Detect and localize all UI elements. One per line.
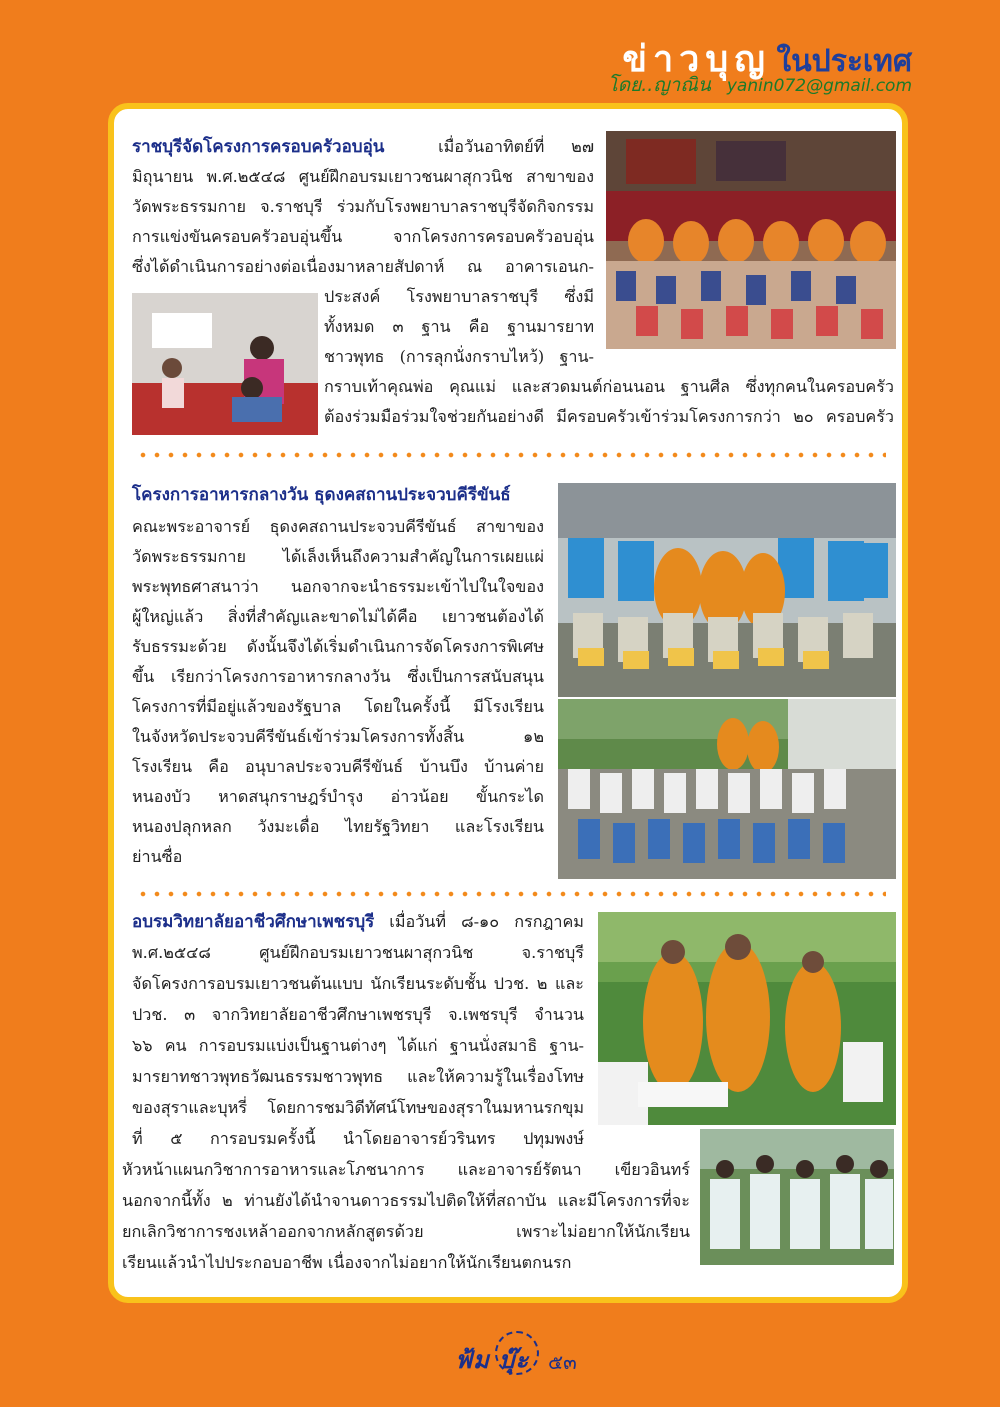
article3-line: ปวช. ๓ จากวิทยาลัยอาชีวศึกษาเพชรบุรี จ.เพชรบุรี จำนวน bbox=[132, 1005, 584, 1024]
article3-line: มารยาทชาวพุทธวัฒนธรรมชาวพุทธ และให้ความรู้ในเรื่องโทษ bbox=[132, 1067, 584, 1086]
article3-line: จัดโครงการอบรมเยาวชนต้นแบบ นักเรียนระดับชั้น ปวช. ๒ และ bbox=[132, 974, 584, 993]
monks-students-photo bbox=[558, 483, 896, 697]
article1-line: การแข่งขันครอบครัวอบอุ่นขึ้น จากโครงการครอบครัวอบอุ่น bbox=[132, 227, 594, 246]
article3-line: นอกจากนี้ทั้ง ๒ ท่านยังได้นำจานดาวธรรมไปติดให้ที่สถาบัน และมีโครงการที่จะ bbox=[122, 1191, 690, 1210]
article2-line: โครงการที่มีอยู่แล้วของรัฐบาล โดยในครั้งนี้ มีโรงเรียน bbox=[132, 697, 544, 716]
page-number: ๕๓ bbox=[548, 1350, 577, 1374]
article2-line: หนองปลุกหลก วังมะเดื่อ ไทยรัฐวิทยา และโรงเรียน bbox=[132, 817, 544, 836]
article2-line: คณะพระอาจารย์ ธุดงคสถานประจวบคีรีขันธ์ สาขาของ bbox=[132, 517, 544, 536]
article3-line: ของสุราและบุหรี่ โดยการชมวิดีทัศน์โทษของสุราในมหานรกขุม bbox=[132, 1098, 584, 1117]
byline bbox=[608, 70, 912, 100]
students-teacher-photo bbox=[700, 1129, 894, 1265]
article1-headline: ราชบุรีจัดโครงการครอบครัวอบอุ่น bbox=[132, 137, 385, 157]
parent-child-photo bbox=[132, 293, 318, 435]
author-email: yanin072@gmail.com bbox=[726, 76, 912, 96]
article3-line: ๖๖ คน การอบรมแบ่งเป็นฐานต่างๆ ได้แก่ ฐานนั่งสมาธิ ฐาน- bbox=[132, 1036, 584, 1055]
school-group-photo bbox=[558, 699, 896, 879]
article3-line: อบรมวิทยาลัยอาชีวศึกษาเพชรบุรี เมื่อวันที่ ๘-๑๐ กรกฎาคม bbox=[132, 912, 584, 932]
article2-line: พระพุทธศาสนาว่า นอกจากจะนำธรรมะเข้าไปในใจของ bbox=[132, 577, 544, 596]
family-group-photo bbox=[606, 131, 896, 349]
article1-line: กราบเท้าคุณพ่อ คุณแม่ และสวดมนต์ก่อนนอน ฐานศีล ซึ่งทุกคนในครอบครัว bbox=[324, 377, 894, 396]
article2-line: โรงเรียน คือ อนุบาลประจวบคีรีขันธ์ บ้านบึง บ้านค่าย bbox=[132, 757, 544, 776]
article1-line: ซึ่งได้ดำเนินการอย่างต่อเนื่องมาหลายสัปดาห์ ณ อาคารเอนก- bbox=[132, 257, 594, 276]
article2-line: ขึ้น เรียกว่าโครงการอาหารกลางวัน ซึ่งเป็นการสนับสนุน bbox=[132, 667, 544, 686]
article2-line: วัดพระธรรมกาย ได้เล็งเห็นถึงความสำคัญในการเผยแผ่ bbox=[132, 547, 544, 566]
monks-alms-photo bbox=[598, 912, 896, 1125]
section-title-sub: ในประเทศ bbox=[776, 44, 912, 79]
magazine-logo: ฟ้ม บุ๊ะ bbox=[455, 1346, 530, 1374]
section-title-main: ข่าวบุญ bbox=[622, 39, 771, 80]
article1-line: ราชบุรีจัดโครงการครอบครัวอบอุ่น เมื่อวันอาทิตย์ที่ ๒๗ bbox=[132, 137, 594, 157]
article2-line: หนองบัว หาดสนุกราษฎร์บำรุง อ่าวน้อย ขั้นกระได bbox=[132, 787, 544, 806]
article2-headline: โครงการอาหารกลางวัน ธุดงคสถานประจวบคีรีขันธ์ bbox=[132, 485, 511, 505]
article3-line: เรียนแล้วนำไปประกอบอาชีพ เนื่องจากไม่อยากให้นักเรียนตกนรก bbox=[122, 1253, 572, 1272]
article1-line: มิถุนายน พ.ศ.๒๕๔๘ ศูนย์ฝึกอบรมเยาวชนผาสุกวนิช สาขาของ bbox=[132, 167, 594, 186]
article3-headline: อบรมวิทยาลัยอาชีวศึกษาเพชรบุรี bbox=[132, 912, 375, 932]
article3-line: ที่ ๕ การอบรมครั้งนี้ นำโดยอาจารย์วรินทร ปทุมพงษ์ bbox=[132, 1129, 584, 1148]
section-divider bbox=[136, 891, 886, 897]
article1-line: ต้องร่วมมือร่วมใจช่วยกันอย่างดี มีครอบครัวเข้าร่วมโครงการกว่า ๒๐ ครอบครัว bbox=[324, 407, 894, 426]
article3-line: พ.ศ.๒๕๔๘ ศูนย์ฝึกอบรมเยาวชนผาสุกวนิช จ.ราชบุรี bbox=[132, 943, 584, 962]
section-divider bbox=[136, 452, 886, 458]
article2-line: ย่านซื่อ bbox=[132, 847, 183, 866]
article2-line: ในจังหวัดประจวบคีรีขันธ์เข้าร่วมโครงการทั้งสิ้น ๑๒ bbox=[132, 727, 544, 746]
content-panel bbox=[108, 103, 908, 1303]
article1-line: ทั้งหมด ๓ ฐาน คือ ฐานมารยาท bbox=[324, 317, 594, 336]
article1-line: ชาวพุทธ (การลุกนั่งกราบไหว้) ฐาน- bbox=[324, 347, 594, 366]
author: โดย..ญาณิน bbox=[607, 74, 711, 96]
article2-line: รับธรรมะด้วย ดังนั้นจึงได้เริ่มดำเนินการจัดโครงการพิเศษ bbox=[132, 637, 544, 656]
article3-line: ยกเลิกวิชาการชงเหล้าออกจากหลักสูตรด้วย เพราะไม่อยากให้นักเรียน bbox=[122, 1222, 690, 1241]
article3-line: หัวหน้าแผนกวิชาการอาหารและโภชนาการ และอาจารย์รัตนา เขียวอินทร์ bbox=[122, 1160, 690, 1179]
article1-line: ประสงค์ โรงพยาบาลราชบุรี ซึ่งมี bbox=[324, 287, 594, 306]
article2-line: ผู้ใหญ่แล้ว สิ่งที่สำคัญและขาดไม่ได้คือ เยาวชนต้องได้ bbox=[132, 607, 544, 626]
article1-line: วัดพระธรรมกาย จ.ราชบุรี ร่วมกับโรงพยาบาลราชบุรีจัดกิจกรรม bbox=[132, 197, 594, 216]
